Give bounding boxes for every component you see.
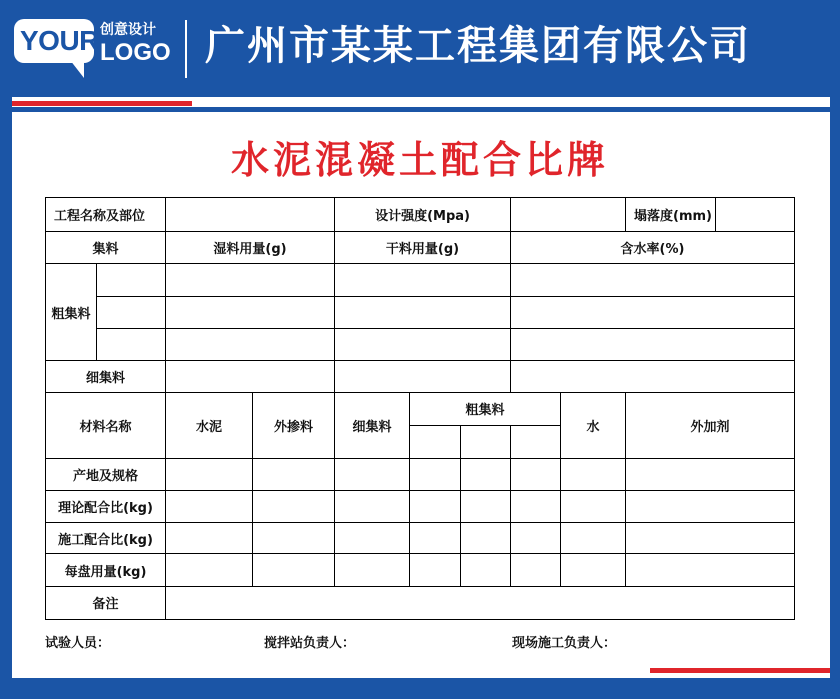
project-label: 工程名称及部位 [46,198,166,232]
board-title: 水泥混凝土配合比牌 [230,138,609,182]
coarse-wet-cell[interactable] [166,328,335,360]
strength-label: 设计强度(Mpa) [335,198,511,232]
col-cement: 水泥 [166,393,253,458]
table-cell[interactable] [511,491,561,523]
row-construction-ratio-label: 施工配合比(kg) [46,523,166,554]
table-cell[interactable] [335,523,410,554]
table-cell[interactable] [561,458,626,490]
fine-aggregate-label: 细集料 [46,361,166,393]
coarse-moisture-cell[interactable] [511,296,795,328]
table-cell[interactable] [253,491,335,523]
company-name: 广州市某某工程集团有限公司 [205,23,751,69]
table-cell[interactable] [410,491,461,523]
fine-wet-cell[interactable] [166,361,335,393]
table-cell[interactable] [461,458,511,490]
table-cell[interactable] [561,491,626,523]
moisture-header: 含水率(%) [511,232,795,264]
table-cell[interactable] [626,523,795,554]
table-cell[interactable] [410,523,461,554]
table-cell[interactable] [335,458,410,490]
table-cell[interactable] [511,458,561,490]
table-cell[interactable] [461,491,511,523]
coarse-dry-cell[interactable] [335,264,511,296]
fine-moisture-cell[interactable] [511,361,795,393]
col-coarse-aggregate: 粗集料 [410,393,561,425]
row-remarks-label: 备注 [46,586,166,619]
table-cell[interactable] [166,523,253,554]
table-cell[interactable] [561,523,626,554]
tester-signature: 试验人员： [45,636,111,651]
coarse-subcolumn[interactable] [461,425,511,458]
coarse-dry-cell[interactable] [335,296,511,328]
red-stripe-bottom [650,668,830,673]
table-cell[interactable] [461,554,511,586]
table-cell[interactable] [511,554,561,586]
table-cell[interactable] [626,458,795,490]
table-cell[interactable] [511,523,561,554]
coarse-aggregate-label: 粗集料 [46,264,97,361]
table-cell[interactable] [253,458,335,490]
table-cell[interactable] [166,491,253,523]
slump-value[interactable] [716,198,795,232]
blue-stripe-bottom [12,678,830,684]
table-cell[interactable] [410,554,461,586]
coarse-subcolumn[interactable] [511,425,561,458]
logo-text: YOUR [20,25,99,56]
slump-label: 塌落度(mm) [626,198,716,232]
logo-subtext-cn: 创意设计 [100,22,156,38]
col-additive: 外加剂 [626,393,795,458]
remarks-value[interactable] [166,586,795,619]
project-value[interactable] [166,198,335,232]
red-stripe-top [12,101,192,106]
site-manager-signature: 现场施工负责人： [512,636,617,651]
table-cell[interactable] [335,554,410,586]
strength-value[interactable] [511,198,626,232]
table-cell[interactable] [410,458,461,490]
coarse-spec-cell[interactable] [97,328,166,360]
wet-header: 湿料用量(g) [166,232,335,264]
header-banner [0,0,840,95]
logo-badge-tail [70,60,84,78]
row-theory-ratio-label: 理论配合比(kg) [46,491,166,523]
coarse-spec-cell[interactable] [97,264,166,296]
mix-ratio-table [45,197,795,620]
col-water: 水 [561,393,626,458]
col-fine-aggregate: 细集料 [335,393,410,458]
coarse-wet-cell[interactable] [166,264,335,296]
table-cell[interactable] [626,491,795,523]
coarse-moisture-cell[interactable] [511,264,795,296]
logo-subtext: LOGO [100,39,171,66]
table-cell[interactable] [626,554,795,586]
table-cell[interactable] [253,554,335,586]
header-divider [185,20,187,78]
fine-dry-cell[interactable] [335,361,511,393]
table-cell[interactable] [166,458,253,490]
coarse-spec-cell[interactable] [97,296,166,328]
row-batch-amount-label: 每盘用量(kg) [46,554,166,586]
table-cell[interactable] [461,523,511,554]
col-admixture: 外掺料 [253,393,335,458]
coarse-dry-cell[interactable] [335,328,511,360]
coarse-subcolumn[interactable] [410,425,461,458]
material-name-label: 材料名称 [46,393,166,458]
dry-header: 干料用量(g) [335,232,511,264]
mixing-station-signature: 搅拌站负责人： [264,636,356,651]
coarse-wet-cell[interactable] [166,296,335,328]
table-cell[interactable] [561,554,626,586]
aggregate-header: 集料 [46,232,166,264]
row-origin-label: 产地及规格 [46,458,166,490]
blue-stripe-top [12,107,830,112]
table-cell[interactable] [335,491,410,523]
table-cell[interactable] [253,523,335,554]
table-cell[interactable] [166,554,253,586]
coarse-moisture-cell[interactable] [511,328,795,360]
